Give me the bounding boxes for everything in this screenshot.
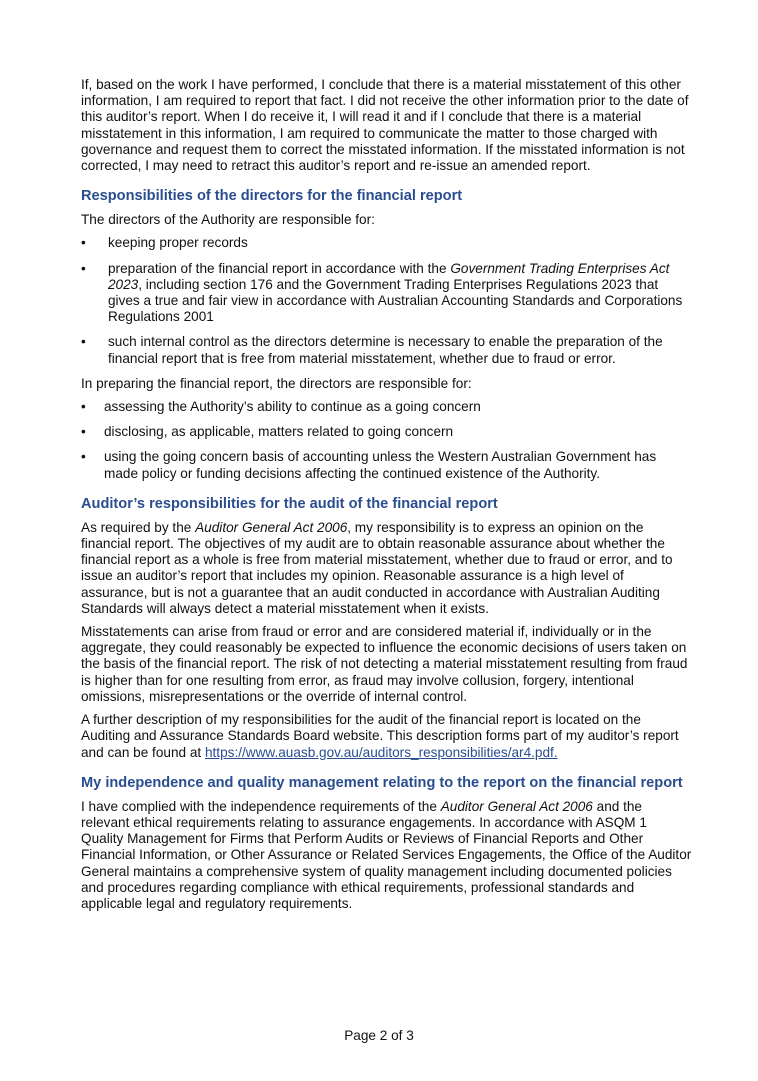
act-title: Auditor General Act 2006	[195, 519, 348, 535]
bullet-icon: •	[81, 399, 86, 415]
page-body	[81, 77, 693, 919]
directors-lead-2: In preparing the financial report, the directors are responsible for:	[81, 375, 472, 391]
list-item: • keeping proper records	[81, 235, 248, 251]
list-item: • using the going concern basis of accounting unless the Western Australian Government has made policy or funding decisions affecting the continued existence of the Authority.	[81, 449, 657, 481]
act-title: Auditor General Act 2006	[440, 798, 593, 814]
directors-list	[81, 235, 693, 366]
bullet-icon: •	[81, 260, 86, 276]
bullet-icon: •	[81, 424, 86, 440]
page-number: Page 2 of 3	[344, 1028, 414, 1043]
list-item: • preparation of the financial report in accordance with the Government Trading Enterprises Act 2023, including section 176 and the Government Trading Enterprises Regulations 2023 that gives a true and fair view in accordance with Australian Accounting Standards and Corporations Regulations 2001	[81, 260, 683, 325]
auasb-link[interactable]: https://www.auasb.gov.au/auditors_responsibilities/ar4.pdf.	[204, 744, 558, 760]
list-item: • assessing the Authority’s ability to continue as a going concern	[81, 399, 481, 415]
going-concern-list	[81, 399, 693, 482]
bullet-icon: •	[81, 449, 86, 465]
list-item: • disclosing, as applicable, matters related to going concern	[81, 424, 454, 440]
intro-paragraph: If, based on the work I have performed, I conclude that there is a material misstatement of this other information, I am required to report that fact. I did not receive the other information prior to the date of this auditor’s report. When I do receive it, I will read it and if I conclude that there is a material misstatement in this information, I am required to communicate the matter to those charged with governance and request them to correct the misstated information. If the misstated information is not corrected, I may need to retract this auditor’s report and re-issue an amended report.	[81, 77, 689, 174]
auditor-paragraph-2: Misstatements can arise from fraud or error and are considered material if, individually or in the aggregate, they could reasonably be expected to influence the economic decisions of users taken on the basis of the financial report. The risk of not detecting a material misstatement resulting from fraud is higher than for one resulting from error, as fraud may involve collusion, forgery, intentional omissions, misrepresentations or the override of internal control.	[81, 624, 688, 704]
auditor-paragraph-1: As required by the Auditor General Act 2006, my responsibility is to express an opinion on the financial report. The objectives of my audit are to obtain reasonable assurance about whether the financial report as a whole is free from material misstatement, whether due to fraud or error, and to issue an auditor’s report that includes my opinion. Reasonable assurance is a high level of assurance, but is not a guarantee that an audit conducted in accordance with Australian Auditing Standards will always detect a material misstatement when it exists.	[81, 519, 673, 616]
act-title: Government Trading Enterprises Act 2023	[108, 260, 670, 292]
directors-heading: Responsibilities of the directors for the financial report	[81, 188, 463, 205]
auditor-heading: Auditor’s responsibilities for the audit of the financial report	[81, 495, 498, 512]
bullet-icon: •	[81, 235, 86, 251]
independence-heading: My independence and quality management relating to the report on the financial report	[81, 774, 683, 791]
directors-lead: The directors of the Authority are responsible for:	[81, 212, 375, 228]
independence-paragraph: I have complied with the independence requirements of the Auditor General Act 2006 and the relevant ethical requirements relating to assurance engagements. In accordance with ASQM 1 Quality Management for Firms that Perform Audits or Reviews of Financial Reports and Other Financial Information, or Other Assurance or Related Services Engagements, the Office of the Auditor General maintains a comprehensive system of quality management including documented policies and procedures regarding compliance with ethical requirements, professional standards and applicable legal and regulatory requirements.	[81, 798, 692, 911]
bullet-icon: •	[81, 334, 86, 350]
list-item: • such internal control as the directors determine is necessary to enable the preparation of the financial report that is free from material misstatement, whether due to fraud or error.	[81, 334, 663, 366]
auditor-paragraph-3: A further description of my responsibilities for the audit of the financial report is located on the Auditing and Assurance Standards Board website. This description forms part of my auditor’s report and can be found at https://www.auasb.gov.au/auditors_responsibilities/ar4.pdf.	[81, 712, 679, 760]
